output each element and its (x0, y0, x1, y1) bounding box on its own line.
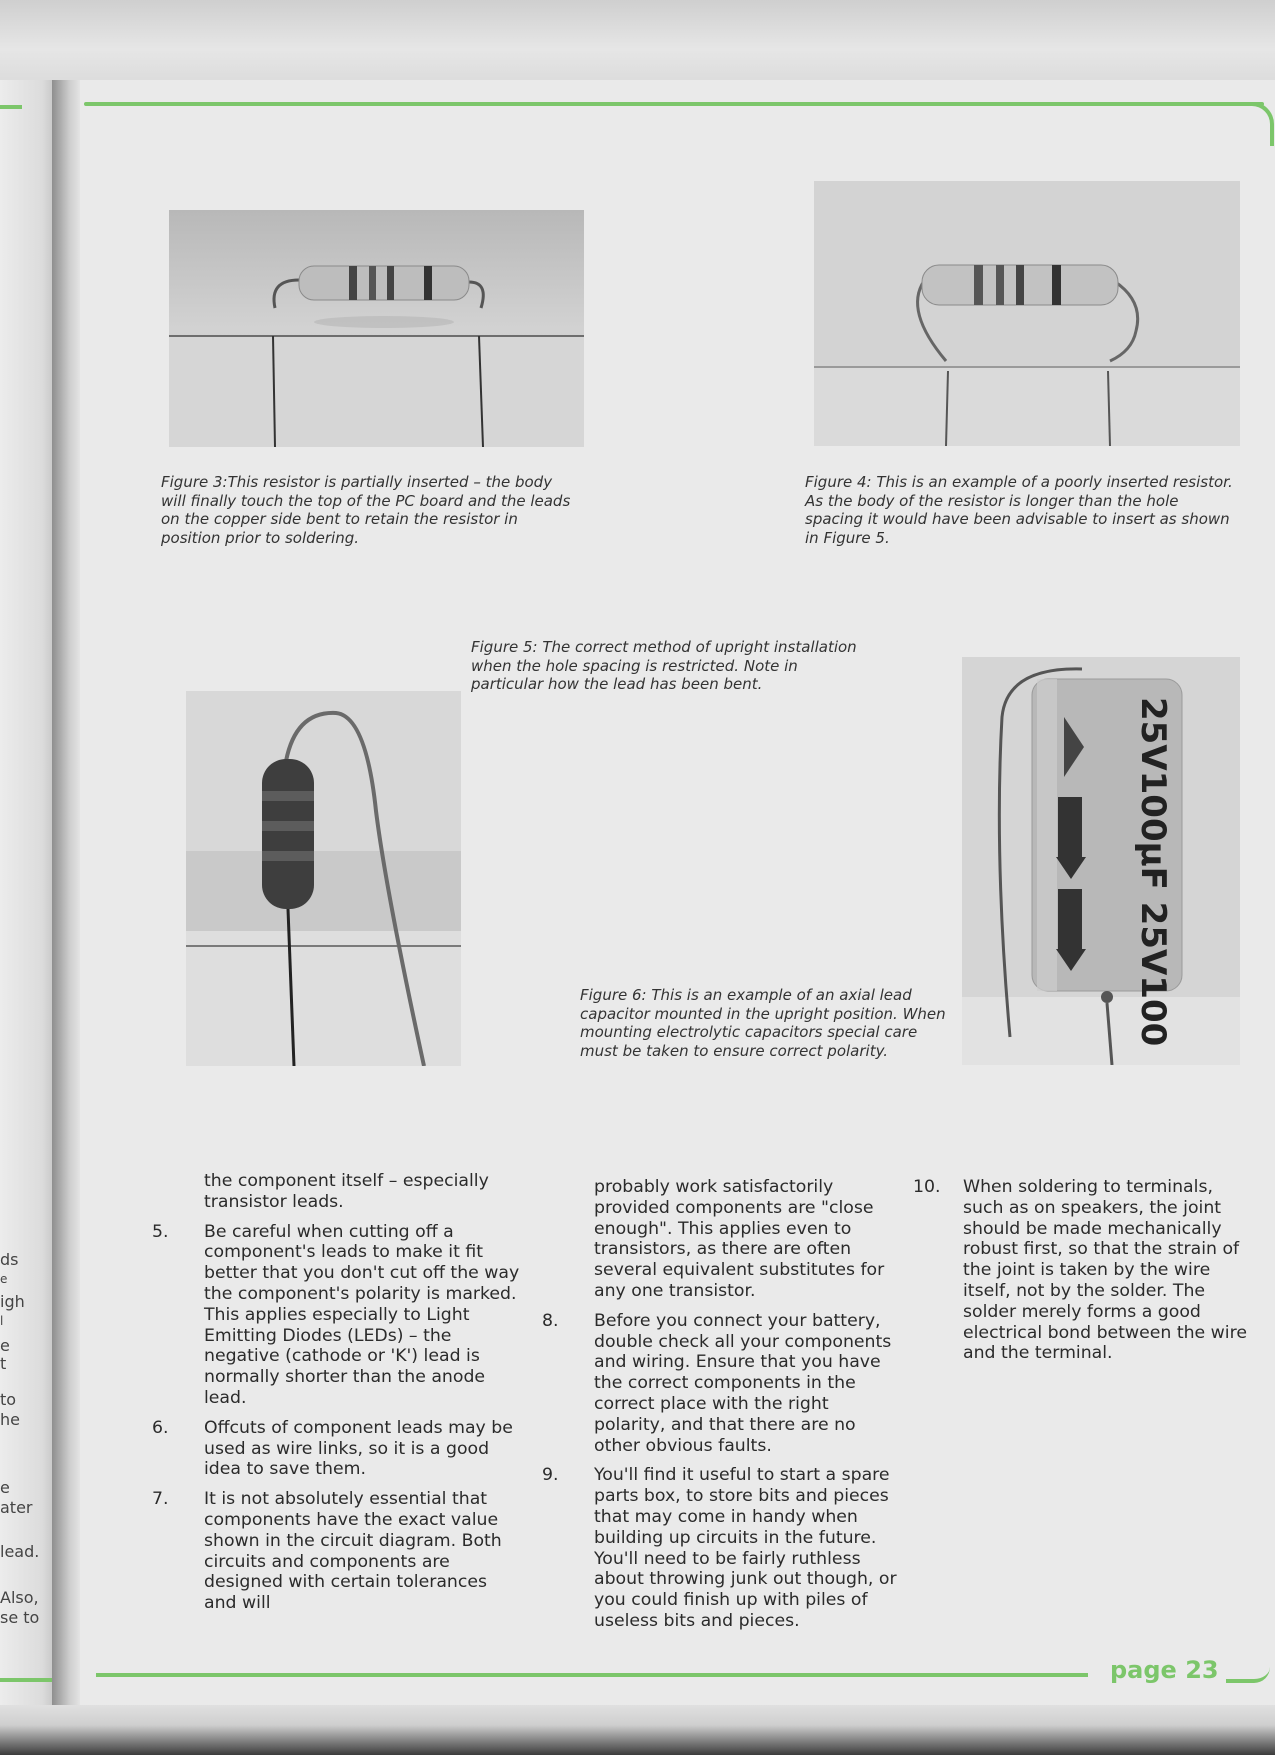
facing-page-fragment: e (0, 1336, 10, 1355)
capacitor-marking: 25V100μF 25V100 (1133, 697, 1173, 1047)
green-frame-top (84, 102, 1264, 106)
facing-page-fragment: t (0, 1354, 7, 1373)
scan-border-bottom (0, 1705, 1275, 1755)
green-frame-corner (1230, 102, 1274, 146)
text-column-3 (913, 1177, 1253, 1364)
facing-page-fragment: ater (0, 1498, 33, 1517)
list-item-9 (542, 1465, 900, 1631)
figure-5-photo (186, 691, 461, 1066)
list-number: 10. (913, 1177, 941, 1197)
list-item-6 (152, 1417, 524, 1480)
text-column-2 (542, 1177, 900, 1632)
list-item-text: Be careful when cutting off a component's leads to make it fit better that you don't cut off the way the component's polarity is marked. This applies especially to Light Emitting Diodes (LEDs) – the negative (cathode or 'K') lead is normally shorter than the anode lead. (204, 1221, 520, 1408)
list-number: 7. (152, 1489, 169, 1510)
facing-page-fragment: he (0, 1410, 20, 1429)
list-number: 5. (152, 1221, 169, 1242)
facing-page-fragment: se to (0, 1608, 40, 1627)
facing-page-rule-top (0, 105, 22, 109)
facing-page-rule-bottom (0, 1678, 56, 1682)
figure-6-photo (962, 657, 1240, 1065)
book-gutter (52, 80, 82, 1730)
figure-5-caption: Figure 5: The correct method of upright installation when the hole spacing is restricted. Note in particular how the lead has been bent. (471, 638, 857, 693)
list-item-10 (913, 1177, 1253, 1364)
list-item-7 (152, 1489, 524, 1614)
facing-page-fragment: l (0, 1314, 4, 1328)
scan-border-top (0, 0, 1275, 82)
green-frame-bottom (96, 1673, 1088, 1677)
facing-page-fragment: e (0, 1272, 8, 1286)
list-item-text: When soldering to terminals, such as on speakers, the joint should be made mechanically robust first, so that the strain of the joint is taken by the wire itself, not by the solder. The solder merely forms a good electrical bond between the wire and the terminal. (963, 1177, 1247, 1364)
column-1-intro-line-1: the component itself – especially (204, 1171, 489, 1191)
text-column-1 (152, 1171, 524, 1614)
facing-page-fragment: e (0, 1478, 10, 1497)
list-number: 8. (542, 1310, 559, 1331)
figure-3-photo (169, 210, 584, 447)
figure-4-photo (814, 181, 1240, 446)
column-2-intro: probably work satisfactorily provided components are "close enough". This applies even to transistors, as there are often several equivalent substitutes for any one transistor. (594, 1177, 885, 1301)
page-number: page 23 (1110, 1656, 1219, 1684)
list-item-5 (152, 1221, 524, 1409)
list-item-text: It is not absolutely essential that components have the exact value shown in the circuit diagram. Both circuits and components are designed with certain tolerances and will (204, 1489, 502, 1614)
facing-page-fragment: igh (0, 1292, 25, 1311)
figure-6-caption: Figure 6: This is an example of an axial lead capacitor mounted in the upright position. When mounting electrolytic capacitors special care must be taken to ensure correct polarity. (580, 986, 946, 1060)
list-item-text: You'll find it useful to start a spare parts box, to store bits and pieces that may come in handy when building up circuits in the future. You'll need to be fairly ruthless about throwing junk out though, or you could finish up with piles of useless bits and pieces. (594, 1465, 897, 1631)
list-number: 6. (152, 1417, 169, 1438)
list-number: 9. (542, 1465, 559, 1486)
column-1-intro-line-2: transistor leads. (204, 1191, 344, 1212)
list-item-text: Offcuts of component leads may be used as wire links, so it is a good idea to save them. (204, 1417, 513, 1480)
list-item-text: Before you connect your battery, double check all your components and wiring. Ensure that you have the correct components in the correct place with the right polarity, and that there are no other obvious faults. (594, 1310, 892, 1456)
figure-4-caption: Figure 4: This is an example of a poorly inserted resistor. As the body of the resistor is longer than the hole spacing it would have been advisable to insert as shown in Figure 5. (805, 473, 1233, 547)
facing-page-edge (0, 80, 60, 1730)
list-item-8 (542, 1310, 900, 1457)
facing-page-fragment: to (0, 1390, 17, 1409)
facing-page-fragment: Also, (0, 1588, 39, 1607)
facing-page-fragment: lead. (0, 1542, 40, 1561)
figure-3-caption: Figure 3:This resistor is partially inserted – the body will finally touch the top of the PC board and the leads on the copper side bent to retain the resistor in position prior to soldering. (161, 473, 571, 547)
facing-page-fragment: ds (0, 1250, 19, 1269)
